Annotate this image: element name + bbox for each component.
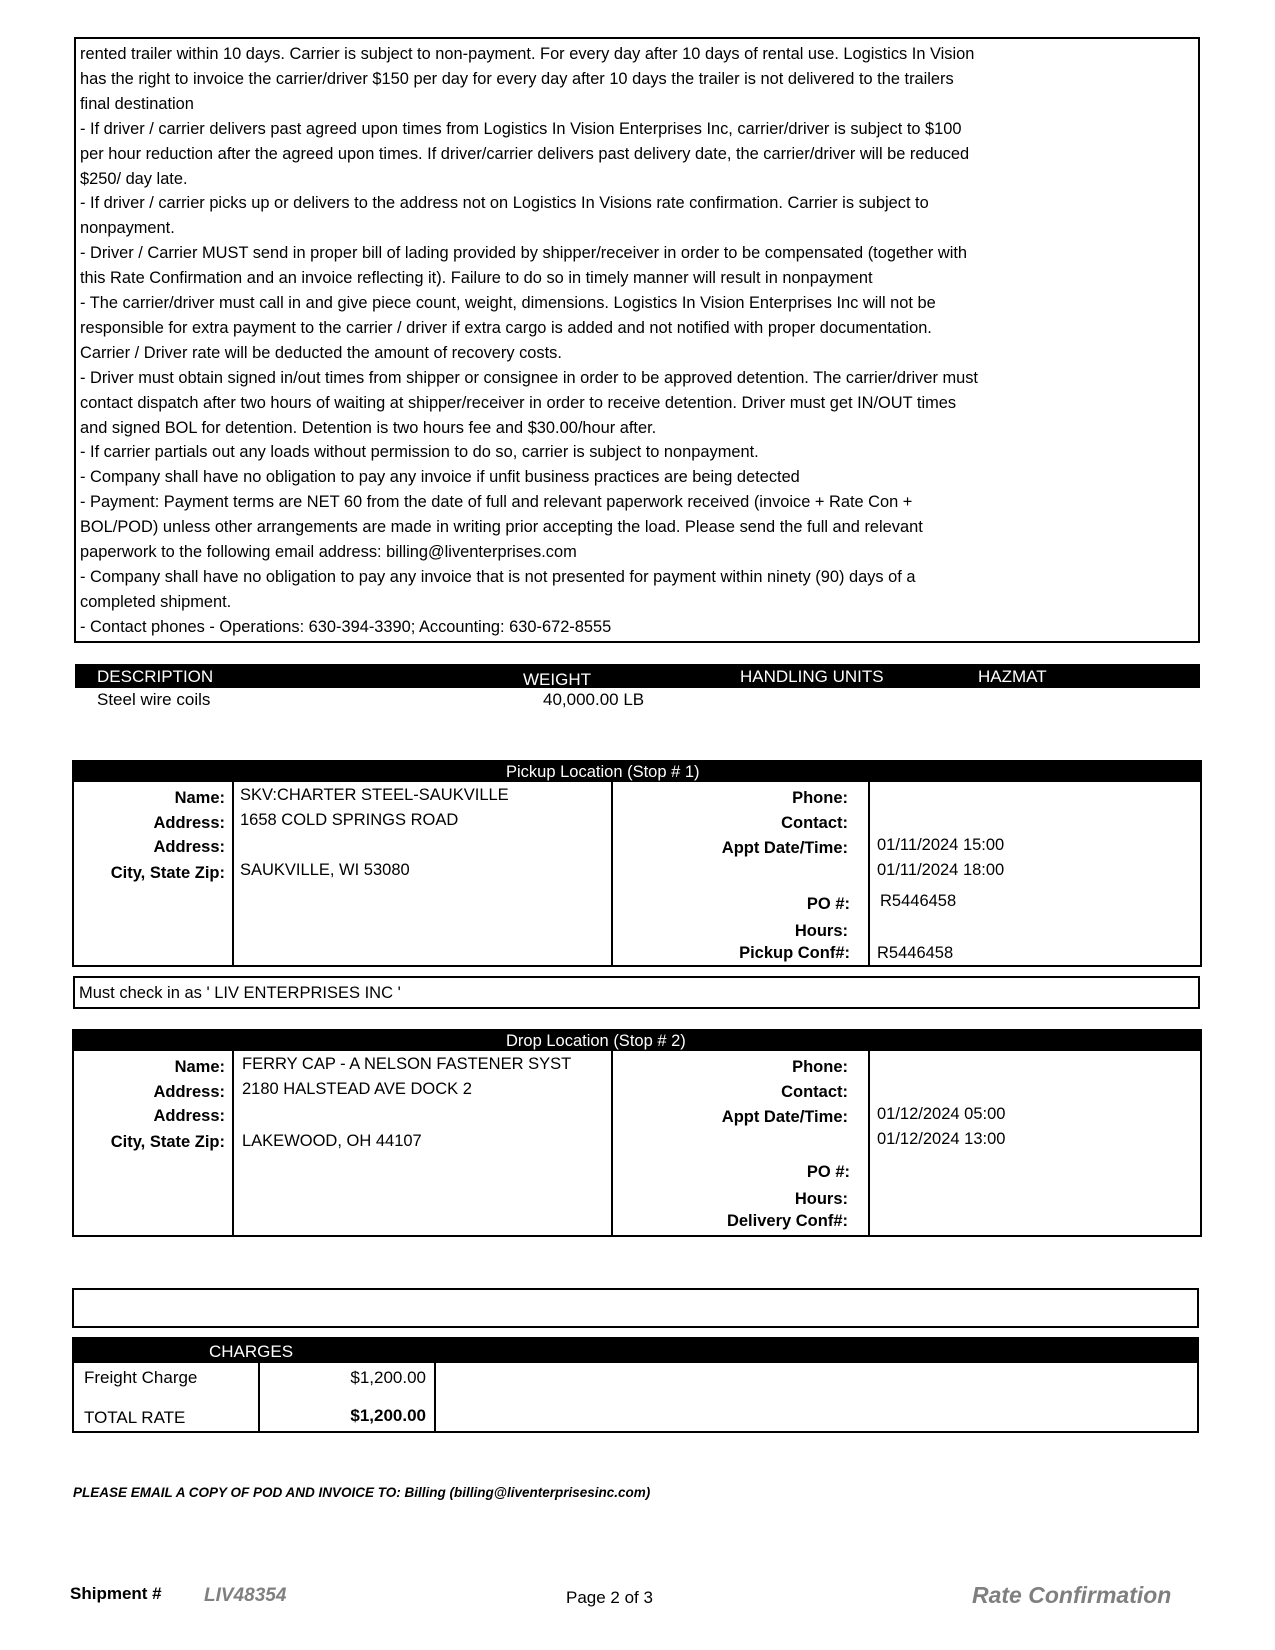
drop-address-label: Address: <box>153 1083 225 1101</box>
terms-line: per hour reduction after the agreed upon times. If driver/carrier delivers past delivery date, the carrier/driver will be reduced <box>80 144 970 163</box>
drop-header-bar <box>74 1031 1200 1051</box>
pickup-conf: R5446458 <box>877 944 954 962</box>
terms-line: final destination <box>80 94 194 113</box>
email-instructions: PLEASE EMAIL A COPY OF POD AND INVOICE TO: Billing (billing@liventerprisesinc.com) <box>73 1485 651 1500</box>
pickup-appt-end: 01/11/2024 18:00 <box>877 861 1005 879</box>
terms-line: has the right to invoice the carrier/driver $150 per day for every day after 10 days the trailer is not delivered to the trailers <box>80 69 954 88</box>
pickup-hours-label: Hours: <box>794 922 848 940</box>
pickup-city: SAUKVILLE, WI 53080 <box>240 861 410 879</box>
drop-name-label: Name: <box>174 1058 225 1076</box>
pickup-city-label: City, State Zip: <box>110 864 225 882</box>
page-number: Page 2 of 3 <box>566 1588 653 1607</box>
total-rate-value: $1,200.00 <box>350 1406 426 1425</box>
terms-line: completed shipment. <box>80 592 232 611</box>
pickup-address-label: Address: <box>153 814 225 832</box>
drop-appt-label: Appt Date/Time: <box>721 1108 848 1126</box>
terms-line: - Contact phones - Operations: 630-394-3390; Accounting: 630-672-8555 <box>80 617 612 636</box>
drop-city: LAKEWOOD, OH 44107 <box>242 1132 422 1150</box>
commodity-weight: 40,000.00 LB <box>543 690 645 709</box>
terms-line: BOL/POD) unless other arrangements are made in writing prior accepting the load. Please send the full and relevant <box>80 518 923 537</box>
drop-contact-label: Contact: <box>781 1083 848 1101</box>
pickup-appt-label: Appt Date/Time: <box>721 839 848 857</box>
charges-header-bar <box>74 1339 1197 1363</box>
terms-line: - The carrier/driver must call in and give piece count, weight, dimensions. Logistics In Vision Enterprises Inc will not be <box>80 294 936 312</box>
terms-line: - Driver must obtain signed in/out times from shipper or consignee in order to be approved detention. The carrier/driver must <box>80 368 978 387</box>
drop-header: Drop Location (Stop # 2) <box>506 1032 686 1050</box>
drop-name: FERRY CAP - A NELSON FASTENER SYST <box>242 1055 572 1073</box>
terms-line: contact dispatch after two hours of waiting at shipper/receiver in order to receive detention. Driver must get IN/OUT times <box>80 393 957 412</box>
checkin-note: Must check in as ' LIV ENTERPRISES INC ' <box>79 984 401 1002</box>
handling-units-header: HANDLING UNITS <box>740 667 884 686</box>
pickup-name-label: Name: <box>174 789 225 807</box>
pickup-header-bar <box>74 762 1200 782</box>
terms-line: this Rate Confirmation and an invoice reflecting it). Failure to do so in timely manner will result in nonpayment <box>80 269 873 288</box>
weight-header: WEIGHT <box>523 670 591 689</box>
terms-line: paperwork to the following email address: billing@liventerprises.com <box>80 543 577 561</box>
charges-box <box>72 1337 1199 1433</box>
drop-location-box <box>72 1029 1202 1237</box>
terms-line: responsible for extra payment to the carrier / driver if extra cargo is added and not notified with proper documentation. <box>80 318 932 337</box>
drop-city-label: City, State Zip: <box>110 1133 225 1151</box>
document-title: Rate Confirmation <box>972 1582 1172 1608</box>
freight-charge-value: $1,200.00 <box>350 1368 426 1387</box>
total-rate-label: TOTAL RATE <box>84 1408 186 1427</box>
pickup-appt-start: 01/11/2024 15:00 <box>877 836 1005 854</box>
hazmat-header: HAZMAT <box>978 667 1047 686</box>
terms-line: nonpayment. <box>80 219 175 238</box>
terms-line: - Company shall have no obligation to pay any invoice that is not presented for payment within ninety (90) days of a <box>80 567 916 586</box>
commodity-header-bar <box>75 664 1200 688</box>
pickup-po: R5446458 <box>880 892 957 910</box>
notes-box <box>72 1288 1199 1328</box>
drop-hours-label: Hours: <box>794 1190 848 1208</box>
description-header: DESCRIPTION <box>97 667 214 686</box>
terms-line: rented trailer within 10 days. Carrier is subject to non-payment. For every day after 10 days of rental use. Logistics In Vision <box>80 45 975 63</box>
terms-box <box>74 37 1200 643</box>
pickup-po-label: PO #: <box>806 895 850 913</box>
freight-charge-label: Freight Charge <box>84 1368 198 1387</box>
terms-line: - If carrier partials out any loads without permission to do so, carrier is subject to nonpayment. <box>80 443 759 462</box>
terms-line: - Payment: Payment terms are NET 60 from the date of full and relevant paperwork received (invoice + Rate Con + <box>80 493 913 512</box>
pickup-address: 1658 COLD SPRINGS ROAD <box>240 811 459 829</box>
terms-line: Carrier / Driver rate will be deducted the amount of recovery costs. <box>80 343 562 362</box>
pickup-location-box <box>72 760 1202 967</box>
drop-address: 2180 HALSTEAD AVE DOCK 2 <box>242 1080 472 1098</box>
shipment-number: LIV48354 <box>204 1585 287 1606</box>
terms-line: - If driver / carrier picks up or delivers to the address not on Logistics In Visions rate confirmation. Carrier is subject to <box>80 194 929 213</box>
shipment-label: Shipment # <box>70 1584 162 1603</box>
commodity-description: Steel wire coils <box>97 690 211 709</box>
pickup-header: Pickup Location (Stop # 1) <box>506 763 700 781</box>
pickup-name: SKV:CHARTER STEEL-SAUKVILLE <box>240 786 509 804</box>
terms-line: - Driver / Carrier MUST send in proper bill of lading provided by shipper/receiver in order to be compensated (together with <box>80 244 968 263</box>
pickup-address2-label: Address: <box>153 838 225 856</box>
drop-appt-end: 01/12/2024 13:00 <box>877 1130 1006 1148</box>
drop-address2-label: Address: <box>153 1107 225 1125</box>
terms-line: and signed BOL for detention. Detention is two hours fee and $30.00/hour after. <box>80 418 657 437</box>
charges-header: CHARGES <box>209 1342 294 1361</box>
drop-conf-label: Delivery Conf#: <box>726 1212 848 1230</box>
terms-line: - If driver / carrier delivers past agreed upon times from Logistics In Vision Enterprises Inc, carrier/driver is subject to $100 <box>80 119 962 138</box>
drop-phone-label: Phone: <box>792 1058 848 1076</box>
pickup-contact-label: Contact: <box>781 814 848 832</box>
pickup-conf-label: Pickup Conf#: <box>739 944 850 962</box>
terms-line: - Company shall have no obligation to pay any invoice if unfit business practices are being detected <box>80 468 800 487</box>
terms-line: $250/ day late. <box>80 169 188 188</box>
pickup-phone-label: Phone: <box>792 789 848 807</box>
drop-appt-start: 01/12/2024 05:00 <box>877 1105 1006 1123</box>
drop-po-label: PO #: <box>806 1163 850 1181</box>
checkin-note-box <box>73 976 1200 1009</box>
